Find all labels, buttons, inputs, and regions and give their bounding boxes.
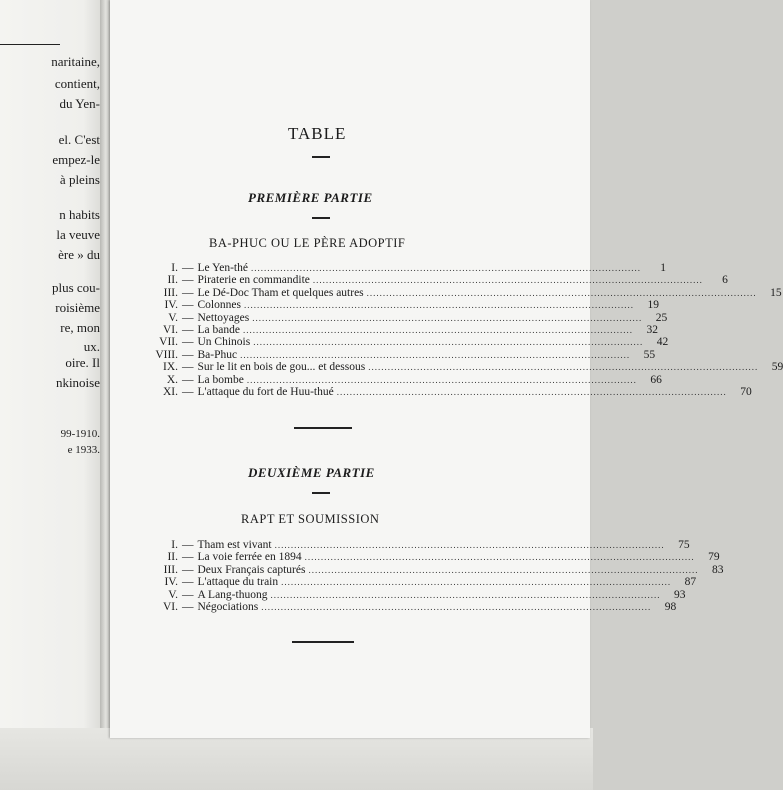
chapter-number: IV. (164, 299, 178, 312)
chapter-title: Un Chinois (197, 336, 251, 349)
dot-leader: ........................................................................................................................ (252, 312, 643, 323)
left-page-line: la veuve (56, 227, 100, 242)
dot-leader: ........................................................................................................................ (304, 552, 695, 563)
chapter-number: I. (171, 539, 178, 551)
dot-leader: ........................................................................................................................ (274, 540, 665, 550)
page-number: 83 (711, 563, 724, 576)
part1-heading: PREMIÈRE PARTIE (248, 190, 373, 205)
toc-entry (146, 299, 659, 312)
page-number: 42 (656, 336, 669, 349)
left-page-line: empez-le (52, 152, 100, 167)
chapter-title: Piraterie en commandite (197, 274, 310, 287)
dash-separator: — (182, 361, 194, 374)
chapter-title: Le Dé-Doc Tham et quelques autres (197, 286, 364, 299)
left-page-line: re, mon (60, 320, 100, 335)
chapter-number: VI. (162, 600, 178, 613)
toc-entry (146, 373, 662, 386)
part2-dash (312, 492, 330, 494)
toc-entry (146, 336, 669, 349)
chapter-title: L'attaque du fort de Huu-thué (197, 385, 334, 398)
page-number: 59 (771, 361, 783, 374)
chapter-title: Négociations (197, 600, 259, 613)
part2-heading: DEUXIÈME PARTIE (248, 465, 375, 480)
toc-entry (146, 576, 697, 589)
dash-separator: — (182, 323, 194, 336)
page-number: 66 (650, 373, 662, 386)
dash-separator: — (182, 373, 194, 386)
toc-entry (146, 385, 752, 398)
left-page (0, 0, 104, 728)
chapter-number: XI. (162, 385, 178, 398)
dot-leader: ........................................................................................................................ (312, 275, 703, 286)
dash-separator: — (182, 588, 194, 601)
left-page-line: nkinoise (55, 375, 100, 390)
dash-separator: — (182, 336, 194, 349)
dash-separator: — (182, 286, 194, 299)
dash-separator: — (182, 563, 194, 576)
page-number: 1 (660, 262, 666, 274)
dot-leader: ........................................................................................................................ (308, 564, 699, 575)
chapter-title: L'attaque du train (197, 576, 279, 589)
left-page-line: contient, (54, 76, 100, 91)
chapter-number: III. (163, 563, 178, 576)
part1-subtitle: BA-PHUC OU LE PÈRE ADOPTIF (209, 236, 406, 250)
page-number: 15 (770, 286, 782, 299)
left-page-line: oire. Il (65, 355, 100, 370)
left-page-line: naritaine, (51, 54, 100, 69)
dot-leader: ........................................................................................................................ (281, 577, 672, 588)
dash-separator: — (182, 348, 194, 361)
chapter-title: Deux Français capturés (197, 563, 306, 576)
chapter-number: VI. (162, 323, 178, 336)
chapter-number: I. (171, 262, 178, 274)
dash-separator: — (182, 262, 194, 274)
dash-separator: — (182, 274, 194, 287)
table-title: TABLE (288, 124, 347, 143)
dot-leader: ........................................................................................................................ (250, 263, 641, 273)
chapter-title: Colonnes (197, 299, 241, 312)
part1-dash (312, 217, 330, 219)
toc-entry (146, 348, 656, 361)
left-page-rule (0, 44, 60, 45)
left-page-note: 99-1910. (60, 428, 100, 440)
left-page-line: el. C'est (58, 132, 100, 147)
page-number: 98 (664, 600, 677, 613)
toc-entry (146, 262, 666, 274)
left-page-line: roisième (55, 300, 100, 315)
chapter-number: IV. (164, 576, 178, 589)
dot-leader: ........................................................................................................................ (270, 589, 661, 600)
dot-leader: ........................................................................................................................ (242, 324, 633, 335)
chapter-number: II. (167, 274, 178, 287)
left-page-note: e 1933. (67, 444, 100, 456)
chapter-title: Tham est vivant (197, 539, 272, 551)
toc-entry (146, 563, 724, 576)
chapter-number: VII. (159, 336, 178, 349)
page-number: 55 (643, 348, 656, 361)
toc-entry (146, 361, 783, 374)
page-number: 87 (684, 576, 697, 589)
page-number: 79 (708, 551, 720, 564)
dash-separator: — (182, 385, 194, 398)
dash-separator: — (182, 551, 194, 564)
chapter-title: Ba-Phuc (197, 348, 238, 361)
dot-leader: ........................................................................................................................ (261, 601, 652, 612)
dot-leader: ........................................................................................................................ (253, 337, 644, 348)
dot-leader: ........................................................................................................................ (246, 374, 637, 385)
dash-separator: — (182, 576, 194, 589)
section-divider (294, 427, 352, 429)
left-page-line: plus cou- (51, 280, 100, 295)
dash-separator: — (182, 299, 194, 312)
left-page-line: n habits (59, 207, 100, 222)
left-page-line: du Yen- (59, 96, 100, 111)
page-number: 75 (678, 539, 690, 551)
dash-separator: — (182, 539, 194, 551)
dot-leader: ........................................................................................................................ (336, 386, 727, 397)
chapter-number: III. (163, 286, 178, 299)
chapter-title: La bande (197, 323, 240, 336)
chapter-number: IX. (162, 361, 178, 374)
chapter-title: Le Yen-thé (197, 262, 248, 274)
page-number: 25 (655, 311, 668, 324)
dash-separator: — (182, 600, 194, 613)
toc-entry (146, 539, 690, 551)
chapter-number: V. (168, 311, 178, 324)
chapter-title: La voie ferrée en 1894 (197, 551, 302, 564)
part2-subtitle: RAPT ET SOUMISSION (241, 512, 380, 526)
toc-entry (146, 323, 658, 336)
chapter-number: II. (167, 551, 178, 564)
chapter-title: A Lang-thuong (197, 588, 268, 601)
chapter-number: X. (166, 373, 178, 386)
part2-toc (146, 539, 724, 613)
chapter-number: V. (168, 588, 178, 601)
page-number: 93 (673, 588, 686, 601)
page-number: 19 (647, 299, 659, 312)
dot-leader: ........................................................................................................................ (366, 287, 757, 298)
toc-entry (146, 274, 728, 287)
left-page-line: ère » du (58, 247, 100, 262)
dot-leader: ........................................................................................................................ (368, 362, 759, 373)
chapter-title: Sur le lit en bois de gou... et dessous (197, 361, 366, 374)
title-dash (312, 156, 330, 158)
left-page-line: à pleins (59, 172, 100, 187)
chapter-title: Nettoyages (197, 311, 250, 324)
page-number: 32 (646, 323, 658, 336)
part1-toc (146, 262, 783, 398)
toc-entry (146, 588, 686, 601)
chapter-number: VIII. (155, 348, 178, 361)
end-divider (292, 641, 354, 643)
left-page-line: ux. (83, 339, 100, 354)
toc-entry (146, 286, 782, 299)
dot-leader: ........................................................................................................................ (243, 300, 634, 311)
dash-separator: — (182, 311, 194, 324)
chapter-title: La bombe (197, 373, 244, 386)
toc-entry (146, 551, 720, 564)
dot-leader: ........................................................................................................................ (240, 349, 631, 360)
page-number: 6 (722, 274, 728, 287)
toc-entry (146, 311, 668, 324)
page-number: 70 (740, 385, 752, 398)
toc-entry (146, 600, 677, 613)
